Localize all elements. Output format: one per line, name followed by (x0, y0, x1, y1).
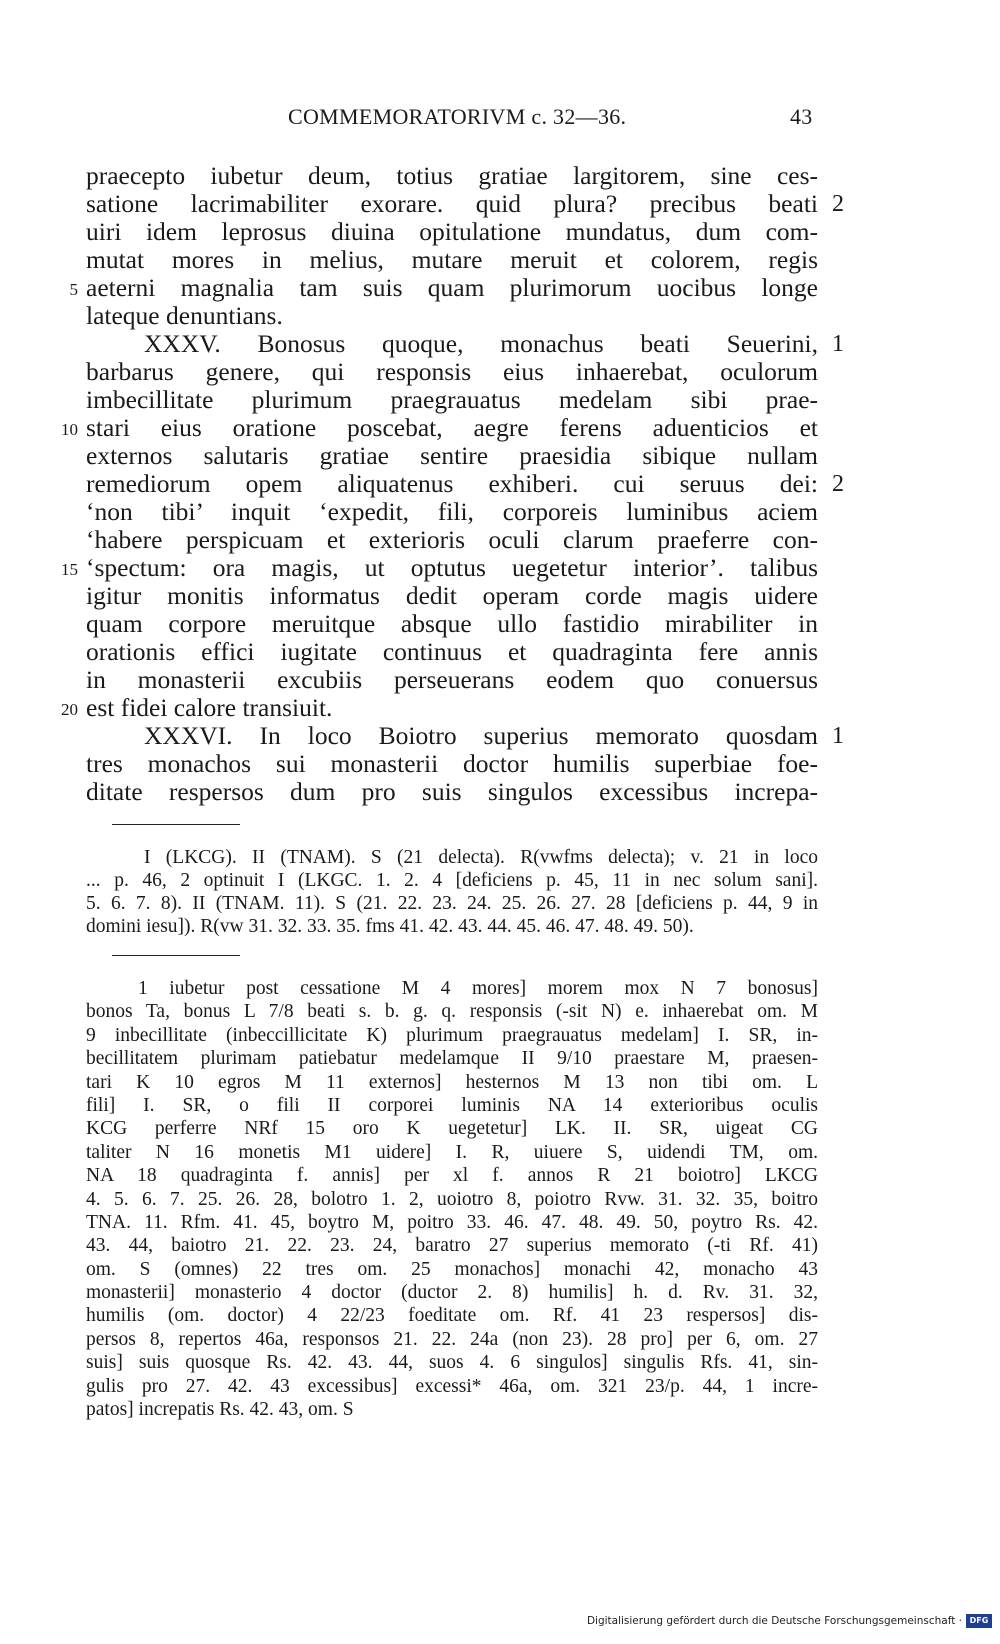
line-text: igitur monitis informatus dedit operam corde magis uidere (86, 582, 818, 610)
line-text: ‘non tibi’ inquit ‘expedit, fili, corporeis luminibus aciem (86, 498, 818, 526)
critical-apparatus (0, 977, 1000, 1421)
text-line (0, 722, 1000, 750)
sources-text: domini iesu]). R(vw 31. 32. 33. 35. fms 41. 42. 43. 44. 45. 46. 47. 48. 49. 50). (86, 916, 694, 937)
apparatus-text: taliter N 16 monetis M1 uidere] I. R, uiuere S, uidendi TM, om. (86, 1141, 818, 1163)
line-text: uiri idem leprosus diuina opitulatione mundatus, dum com- (86, 218, 818, 246)
line-text: lateque denuntians. (86, 302, 283, 330)
text-line (0, 358, 1000, 386)
section-marker: 1 (832, 723, 844, 749)
line-text: externos salutaris gratiae sentire praesidia sibique nullam (86, 442, 818, 470)
apparatus-text: fili] I. SR, o fili II corporei luminis NA 14 exterioribus oculis (86, 1094, 818, 1116)
apparatus-line (0, 1024, 1000, 1047)
sources-text: I (LKCG). II (TNAM). S (21 delecta). R(vwfms delecta); v. 21 in loco (144, 847, 818, 868)
apparatus-line (0, 1094, 1000, 1117)
sources-line (0, 846, 1000, 869)
line-number: 15 (61, 560, 78, 579)
line-text: est fidei calore transiuit. (86, 694, 333, 722)
text-line (0, 470, 1000, 498)
line-text: XXXVI. In loco Boiotro superius memorato quosdam (144, 722, 818, 750)
apparatus-text: om. S (omnes) 22 tres om. 25 monachos] monachi 42, monacho 43 (86, 1258, 818, 1280)
apparatus-text: 1 iubetur post cessatione M 4 mores] morem mox N 7 bonosus] (138, 978, 818, 999)
dfg-logo: DFG (966, 1614, 992, 1628)
sources-line (0, 892, 1000, 915)
line-text: aeterni magnalia tam suis quam plurimorum uocibus longe (86, 274, 818, 302)
line-text: tres monachos sui monasterii doctor humilis superbiae foe- (86, 750, 818, 778)
line-number: 5 (69, 280, 78, 299)
line-number: 10 (61, 420, 78, 439)
line-text: mutat mores in melius, mutare meruit et colorem, regis (86, 246, 818, 274)
text-line (0, 694, 1000, 722)
main-text (0, 162, 1000, 806)
apparatus-text: 9 inbecillitate (inbeccillicitate K) plurimum praegrauatus medelam] I. SR, in- (86, 1024, 818, 1046)
text-line (0, 218, 1000, 246)
apparatus-line (0, 1375, 1000, 1398)
text-line (0, 526, 1000, 554)
apparatus-text: 4. 5. 6. 7. 25. 26. 28, bolotro 1. 2, uoiotro 8, poiotro Rvw. 31. 32. 35, boitro (86, 1188, 818, 1210)
apparatus-line (0, 1281, 1000, 1304)
line-text: XXXV. Bonosus quoque, monachus beati Seuerini, (144, 330, 818, 358)
text-line (0, 162, 1000, 190)
text-line (0, 246, 1000, 274)
section-marker: 1 (832, 331, 844, 357)
apparatus-text: bonos Ta, bonus L 7/8 beati s. b. g. q. responsis (-sit N) e. inhaerebat om. M (86, 1001, 818, 1023)
line-text: orationis effici iugitate continuus et quadraginta fere annis (86, 638, 818, 666)
text-line (0, 610, 1000, 638)
text-line (0, 190, 1000, 218)
sources-line (0, 915, 1000, 938)
apparatus-text: KCG perferre NRf 15 oro K uegetetur] LK. II. SR, uigeat CG (86, 1118, 818, 1140)
line-text: in monasterii excubiis perseuerans eodem quo conuersus (86, 666, 818, 694)
text-line (0, 554, 1000, 582)
sources-text: ... p. 46, 2 optinuit I (LKGC. 1. 2. 4 [deficiens p. 45, 11 in nec solum sani]. (86, 870, 818, 891)
apparatus-line (0, 1398, 1000, 1421)
apparatus-line (0, 1211, 1000, 1234)
text-line (0, 750, 1000, 778)
page-number: 43 (790, 104, 813, 129)
text-line (0, 386, 1000, 414)
section-marker: 2 (832, 471, 844, 497)
line-text: stari eius oratione poscebat, aegre ferens aduenticios et (86, 414, 818, 442)
text-line (0, 274, 1000, 302)
apparatus-line (0, 1234, 1000, 1257)
apparatus-line (0, 1000, 1000, 1023)
text-line (0, 666, 1000, 694)
apparatus-line (0, 1328, 1000, 1351)
apparatus-line (0, 1164, 1000, 1187)
text-line (0, 330, 1000, 358)
apparatus-line (0, 977, 1000, 1000)
separator-rule (112, 824, 240, 825)
line-number: 20 (61, 700, 78, 719)
line-text: ‘spectum: ora magis, ut optutus uegetetur interior’. talibus (86, 554, 818, 582)
apparatus-text: patos] increpatis Rs. 42. 43, om. S (86, 1399, 354, 1421)
line-text: imbecillitate plurimum praegrauatus medelam sibi prae- (86, 386, 818, 414)
line-text: praecepto iubetur deum, totius gratiae largitorem, sine ces- (86, 162, 818, 190)
apparatus-text: NA 18 quadraginta f. annis] per xl f. annos R 21 boiotro] LKCG (86, 1165, 818, 1187)
text-line (0, 582, 1000, 610)
apparatus-text: tari K 10 egros M 11 externos] hesternos M 13 non tibi om. L (86, 1071, 818, 1093)
running-header (0, 104, 1000, 134)
apparatus-text: suis] suis quosque Rs. 42. 43. 44, suos 4. 6 singulos] singulis Rfs. 41, sin- (86, 1352, 818, 1374)
apparatus-line (0, 1188, 1000, 1211)
footer (586, 1612, 1000, 1632)
text-line (0, 498, 1000, 526)
apparatus-text: monasterii] monasterio 4 doctor (ductor 2. 8) humilis] h. d. Rv. 31. 32, (86, 1282, 818, 1304)
sources-block (0, 846, 1000, 938)
apparatus-line (0, 1141, 1000, 1164)
running-title: COMMEMORATORIVM c. 32—36. (288, 104, 627, 129)
apparatus-line (0, 1258, 1000, 1281)
text-line (0, 414, 1000, 442)
text-line (0, 442, 1000, 470)
line-text: barbarus genere, qui responsis eius inhaerebat, oculorum (86, 358, 818, 386)
apparatus-text: TNA. 11. Rfm. 41. 45, boytro M, poitro 33. 46. 47. 48. 49. 50, poytro Rs. 42. (86, 1211, 818, 1233)
apparatus-line (0, 1047, 1000, 1070)
apparatus-line (0, 1071, 1000, 1094)
sources-line (0, 869, 1000, 892)
section-marker: 2 (832, 191, 844, 217)
line-text: remediorum opem aliquatenus exhiberi. cui seruus dei: (86, 470, 818, 498)
apparatus-text: persos 8, repertos 46a, responsos 21. 22. 24a (non 23). 28 pro] per 6, om. 27 (86, 1328, 818, 1350)
text-line (0, 778, 1000, 806)
apparatus-line (0, 1351, 1000, 1374)
apparatus-line (0, 1304, 1000, 1327)
apparatus-text: gulis pro 27. 42. 43 excessibus] excessi* 46a, om. 321 23/p. 44, 1 incre- (86, 1375, 818, 1397)
footer-credit: Digitalisierung gefördert durch die Deutsche Forschungsgemeinschaft · (586, 1615, 962, 1627)
apparatus-text: humilis (om. doctor) 4 22/23 foeditate om. Rf. 41 23 respersos] dis- (86, 1305, 818, 1327)
line-text: ditate respersos dum pro suis singulos excessibus increpa- (86, 778, 818, 806)
line-text: quam corpore meruitque absque ullo fastidio mirabiliter in (86, 610, 818, 638)
line-text: ‘habere perspicuam et exterioris oculi clarum praeferre con- (86, 526, 818, 554)
sources-text: 5. 6. 7. 8). II (TNAM. 11). S (21. 22. 23. 24. 25. 26. 27. 28 [deficiens p. 44, 9 in (86, 893, 818, 914)
apparatus-text: becillitatem plurimam patiebatur medelamque II 9/10 praestare M, praesen- (86, 1048, 818, 1070)
apparatus-text: 43. 44, baiotro 21. 22. 23. 24, baratro 27 superius memorato (-ti Rf. 41) (86, 1235, 818, 1257)
text-line (0, 302, 1000, 330)
text-line (0, 638, 1000, 666)
separator-rule (112, 955, 240, 956)
line-text: satione lacrimabiliter exorare. quid plura? precibus beati (86, 190, 818, 218)
apparatus-line (0, 1117, 1000, 1140)
